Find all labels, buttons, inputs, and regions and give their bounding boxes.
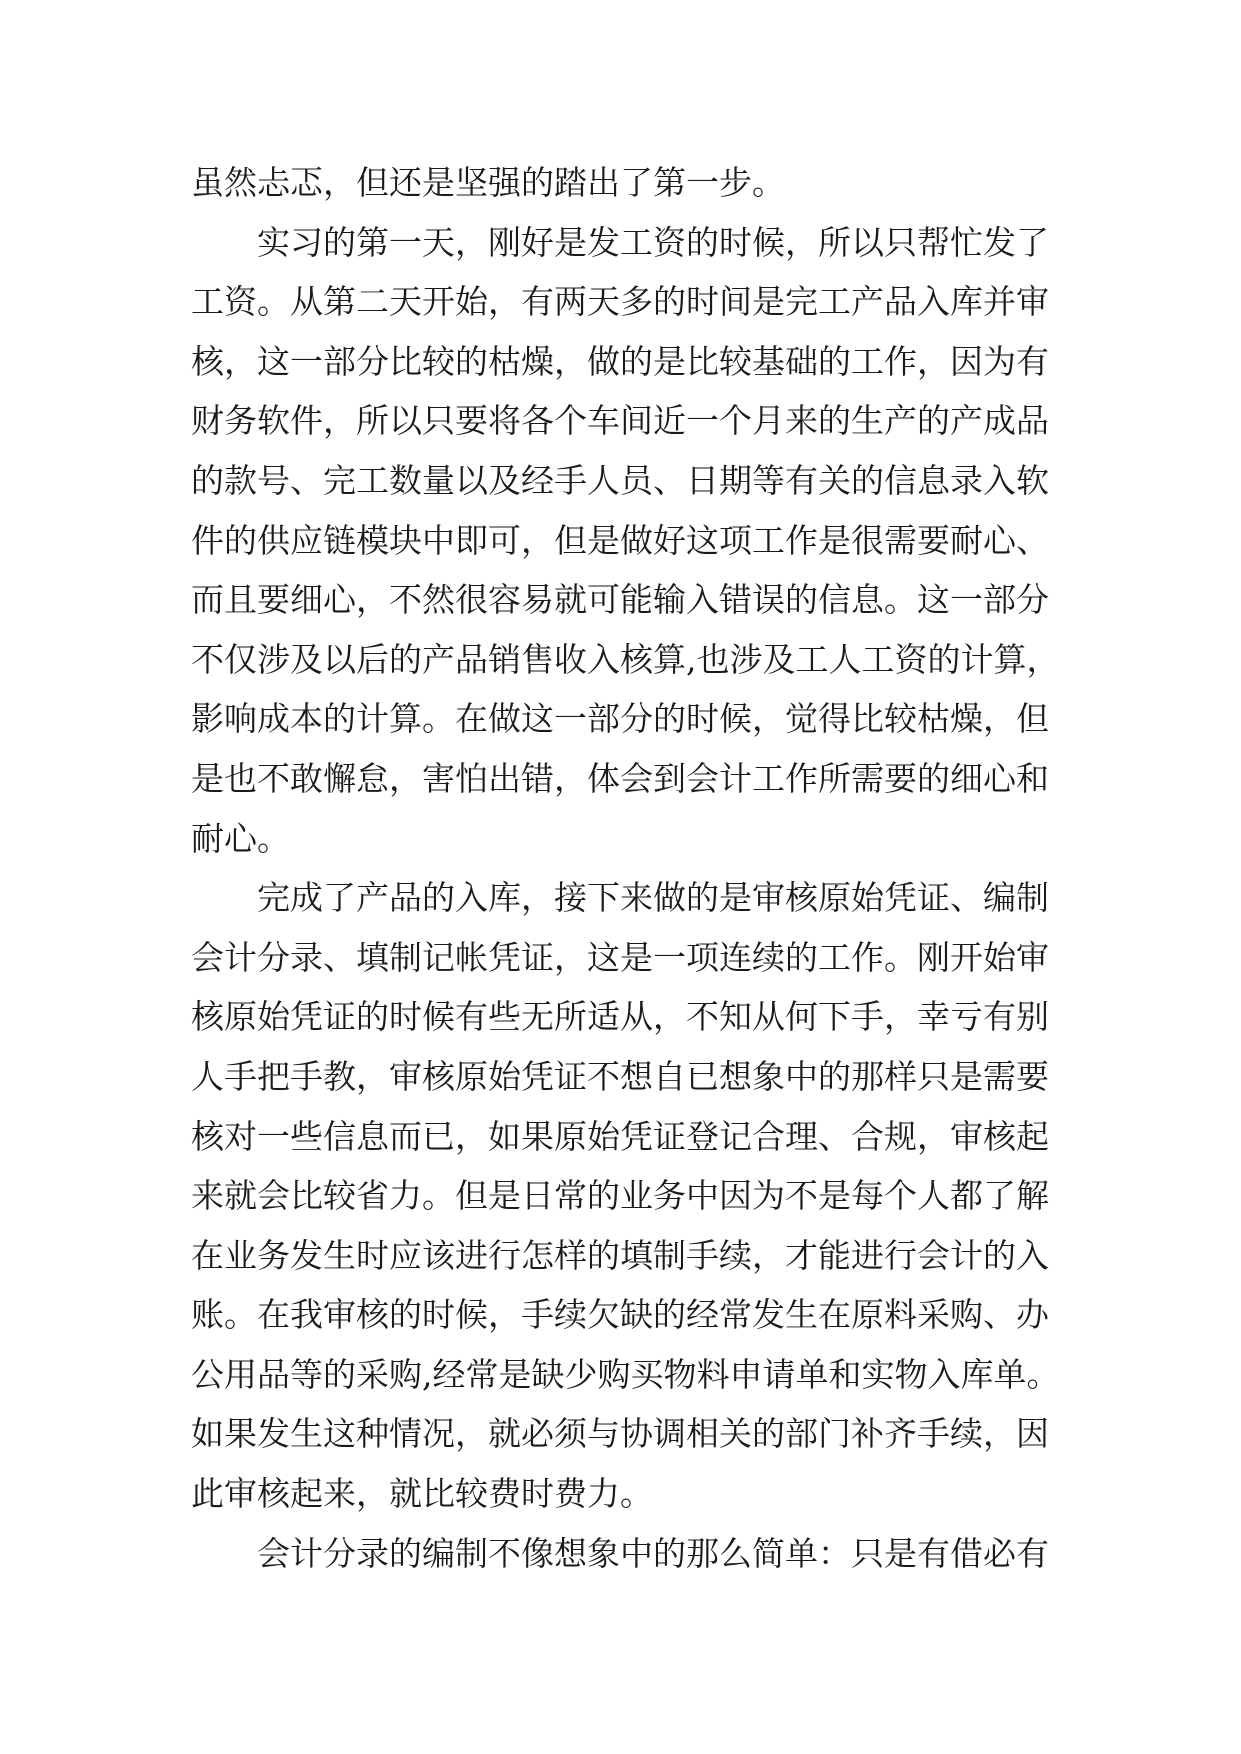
text-line: 核对一些信息而已，如果原始凭证登记合理、合规，审核起 xyxy=(191,1116,1049,1156)
text-line: 来就会比较省力。但是日常的业务中因为不是每个人都了解 xyxy=(191,1176,1049,1216)
text-line: 而且要细心，不然很容易就可能输入错误的信息。这一部分 xyxy=(191,580,1049,620)
text-line: 账。在我审核的时候，手续欠缺的经常发生在原料采购、办 xyxy=(191,1295,1049,1335)
text-line: 会计分录的编制不像想象中的那么简单：只是有借必有 xyxy=(257,1533,1049,1573)
text-line: 的款号、完工数量以及经手人员、日期等有关的信息录入软 xyxy=(191,460,1049,500)
text-line: 虽然忐忑，但还是坚强的踏出了第一步。 xyxy=(191,163,785,202)
text-line: 件的供应链模块中即可，但是做好这项工作是很需要耐心、 xyxy=(191,520,1049,560)
text-line: 核原始凭证的时候有些无所适从，不知从何下手，幸亏有别 xyxy=(191,997,1049,1037)
text-line: 是也不敢懈怠，害怕出错，体会到会计工作所需要的细心和 xyxy=(191,758,1049,798)
text-line: 会计分录、填制记帐凭证，这是一项连续的工作。刚开始审 xyxy=(191,937,1049,977)
body-text xyxy=(191,153,1071,1583)
text-line: 耐心。 xyxy=(191,818,290,858)
text-line: 影响成本的计算。在做这一部分的时候，觉得比较枯燥，但 xyxy=(191,699,1049,739)
text-line: 完成了产品的入库，接下来做的是审核原始凭证、编制 xyxy=(257,878,1049,918)
text-line: 实习的第一天，刚好是发工资的时候，所以只帮忙发了 xyxy=(257,222,1049,262)
text-line: 不仅涉及以后的产品销售收入核算,也涉及工人工资的计算， xyxy=(191,639,1060,679)
text-line: 在业务发生时应该进行怎样的填制手续，才能进行会计的入 xyxy=(191,1235,1049,1275)
text-line: 工资。从第二天开始，有两天多的时间是完工产品入库并审 xyxy=(191,282,1049,322)
text-line: 此审核起来，就比较费时费力。 xyxy=(191,1474,653,1514)
text-line: 人手把手教，审核原始凭证不想自已想象中的那样只是需要 xyxy=(191,1056,1049,1096)
text-line: 公用品等的采购,经常是缺少购买物料申请单和实物入库单。 xyxy=(191,1354,1060,1394)
text-line: 财务软件，所以只要将各个车间近一个月来的生产的产成品 xyxy=(191,401,1049,441)
text-line: 如果发生这种情况，就必须与协调相关的部门补齐手续，因 xyxy=(191,1414,1049,1454)
text-line: 核，这一部分比较的枯燥，做的是比较基础的工作，因为有 xyxy=(191,341,1049,381)
